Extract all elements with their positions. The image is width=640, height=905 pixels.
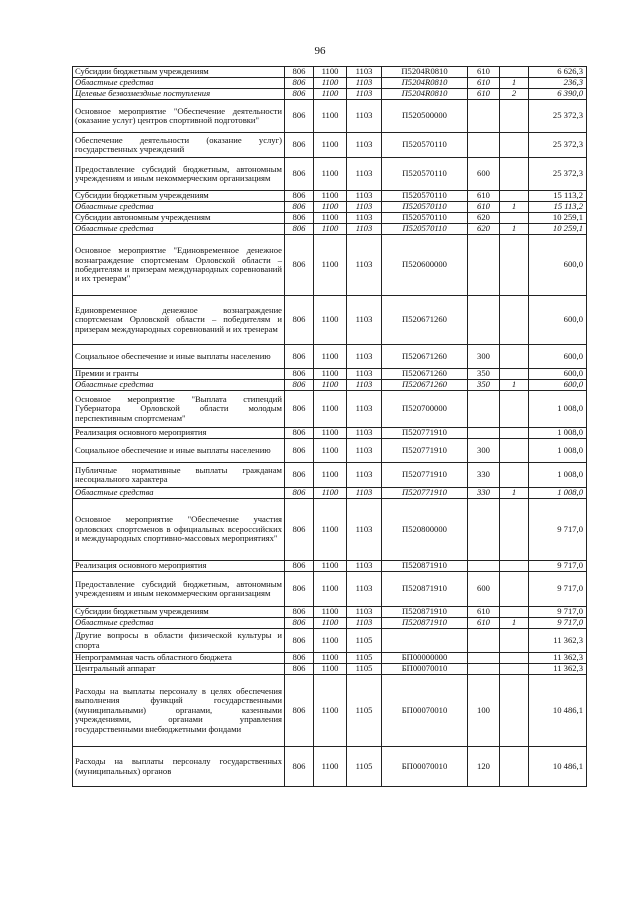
row-expense-type: 330 — [468, 463, 500, 488]
row-sum: 25 372,3 — [529, 158, 587, 191]
row-section-code: 1100 — [314, 296, 347, 345]
budget-table — [72, 66, 587, 787]
row-expense-type — [468, 561, 500, 572]
row-section-code: 1100 — [314, 607, 347, 618]
row-gr-code: 806 — [285, 78, 314, 89]
row-sum: 25 372,3 — [529, 100, 587, 133]
row-sum: 600,0 — [529, 380, 587, 391]
row-section-code: 1100 — [314, 380, 347, 391]
row-gr-code: 806 — [285, 664, 314, 675]
row-subsection-code: 1103 — [347, 345, 382, 369]
row-target-article: П520671260 — [382, 369, 468, 380]
row-name: Областные средства — [73, 618, 285, 629]
table-row — [73, 607, 587, 618]
row-name: Основное мероприятие "Обеспечение деятельности (оказание услуг) центров спортивной подготовки" — [73, 100, 285, 133]
table-row — [73, 675, 587, 747]
row-name: Предоставление субсидий бюджетным, автономным учреждениям и иным некоммерческим организациям — [73, 572, 285, 607]
row-section-code: 1100 — [314, 235, 347, 296]
row-gr-code: 806 — [285, 391, 314, 428]
table-row — [73, 664, 587, 675]
row-source — [500, 345, 529, 369]
page-number: 96 — [314, 45, 326, 57]
row-subsection-code: 1103 — [347, 191, 382, 202]
row-target-article: П520570110 — [382, 133, 468, 158]
row-target-article: БП00070010 — [382, 675, 468, 747]
row-section-code: 1100 — [314, 213, 347, 224]
row-source — [500, 664, 529, 675]
row-expense-type: 120 — [468, 747, 500, 787]
row-expense-type — [468, 428, 500, 439]
row-sum: 1 008,0 — [529, 488, 587, 499]
row-sum: 600,0 — [529, 235, 587, 296]
row-target-article: П520771910 — [382, 428, 468, 439]
row-gr-code: 806 — [285, 439, 314, 463]
row-source: 1 — [500, 380, 529, 391]
row-subsection-code: 1103 — [347, 133, 382, 158]
row-sum: 236,3 — [529, 78, 587, 89]
table-row — [73, 428, 587, 439]
row-target-article: П520570110 — [382, 158, 468, 191]
row-name: Субсидии бюджетным учреждениям — [73, 191, 285, 202]
row-sum: 6 390,0 — [529, 89, 587, 100]
row-name: Реализация основного мероприятия — [73, 561, 285, 572]
row-target-article: П520800000 — [382, 499, 468, 561]
row-expense-type — [468, 235, 500, 296]
row-gr-code: 806 — [285, 561, 314, 572]
row-source — [500, 235, 529, 296]
row-gr-code: 806 — [285, 67, 314, 78]
row-subsection-code: 1103 — [347, 488, 382, 499]
row-source — [500, 158, 529, 191]
table-row — [73, 747, 587, 787]
row-sum: 1 008,0 — [529, 428, 587, 439]
row-expense-type: 330 — [468, 488, 500, 499]
row-subsection-code: 1103 — [347, 380, 382, 391]
row-sum: 600,0 — [529, 345, 587, 369]
row-sum: 1 008,0 — [529, 391, 587, 428]
row-target-article: БП00070010 — [382, 747, 468, 787]
row-section-code: 1100 — [314, 439, 347, 463]
row-expense-type — [468, 296, 500, 345]
row-source: 1 — [500, 78, 529, 89]
row-target-article: БП00070010 — [382, 664, 468, 675]
row-subsection-code: 1103 — [347, 213, 382, 224]
row-subsection-code: 1103 — [347, 463, 382, 488]
row-source — [500, 67, 529, 78]
row-subsection-code: 1103 — [347, 369, 382, 380]
row-gr-code: 806 — [285, 369, 314, 380]
row-source — [500, 100, 529, 133]
row-sum: 9 717,0 — [529, 499, 587, 561]
row-section-code: 1100 — [314, 629, 347, 653]
row-gr-code: 806 — [285, 158, 314, 191]
row-subsection-code: 1103 — [347, 439, 382, 463]
row-section-code: 1100 — [314, 488, 347, 499]
row-subsection-code: 1103 — [347, 235, 382, 296]
row-expense-type — [468, 133, 500, 158]
row-section-code: 1100 — [314, 561, 347, 572]
row-target-article: П520671260 — [382, 296, 468, 345]
row-sum: 10 259,1 — [529, 213, 587, 224]
row-target-article: П520871910 — [382, 561, 468, 572]
row-section-code: 1100 — [314, 100, 347, 133]
row-name: Центральный аппарат — [73, 664, 285, 675]
row-gr-code: 806 — [285, 133, 314, 158]
row-subsection-code: 1103 — [347, 67, 382, 78]
row-expense-type: 610 — [468, 202, 500, 213]
row-target-article: П520671260 — [382, 345, 468, 369]
table-row — [73, 296, 587, 345]
table-row — [73, 572, 587, 607]
row-target-article: П5204R0810 — [382, 89, 468, 100]
row-sum: 1 008,0 — [529, 439, 587, 463]
row-source: 1 — [500, 618, 529, 629]
row-name: Целевые безвозмездные поступления — [73, 89, 285, 100]
row-name: Социальное обеспечение и иные выплаты населению — [73, 345, 285, 369]
row-section-code: 1100 — [314, 391, 347, 428]
row-expense-type — [468, 629, 500, 653]
row-name: Расходы на выплаты персоналу государственных (муниципальных) органов — [73, 747, 285, 787]
row-expense-type: 610 — [468, 618, 500, 629]
row-target-article: П5204R0810 — [382, 67, 468, 78]
row-sum: 600,0 — [529, 369, 587, 380]
row-subsection-code: 1103 — [347, 428, 382, 439]
table-row — [73, 488, 587, 499]
row-name: Основное мероприятие "Выплата стипендий Губернатора Орловской области молодым перспективным спортсменам" — [73, 391, 285, 428]
table-row — [73, 561, 587, 572]
row-name: Единовременное денежное вознаграждение спортсменам Орловской области – победителям и призерам международных соревнований и их тренерам — [73, 296, 285, 345]
row-subsection-code: 1105 — [347, 664, 382, 675]
row-name: Областные средства — [73, 380, 285, 391]
row-target-article: П520771910 — [382, 439, 468, 463]
row-sum: 10 486,1 — [529, 747, 587, 787]
row-target-article: П520570110 — [382, 202, 468, 213]
row-sum: 11 362,3 — [529, 629, 587, 653]
row-gr-code: 806 — [285, 747, 314, 787]
row-expense-type: 610 — [468, 191, 500, 202]
row-name: Основное мероприятие "Единовременное денежное вознаграждение спортсменам Орловской области – победителям и призерам международных соревнований и их тренерам" — [73, 235, 285, 296]
table-row — [73, 89, 587, 100]
row-expense-type: 620 — [468, 224, 500, 235]
row-name: Субсидии бюджетным учреждениям — [73, 607, 285, 618]
table-row — [73, 369, 587, 380]
row-target-article: П520700000 — [382, 391, 468, 428]
table-row — [73, 235, 587, 296]
row-gr-code: 806 — [285, 488, 314, 499]
row-target-article — [382, 629, 468, 653]
row-name: Социальное обеспечение и иные выплаты населению — [73, 439, 285, 463]
row-target-article: П520771910 — [382, 488, 468, 499]
row-expense-type: 610 — [468, 67, 500, 78]
row-sum: 600,0 — [529, 296, 587, 345]
row-gr-code: 806 — [285, 653, 314, 664]
row-source — [500, 191, 529, 202]
row-expense-type: 610 — [468, 89, 500, 100]
table-row — [73, 439, 587, 463]
row-name: Областные средства — [73, 488, 285, 499]
row-gr-code: 806 — [285, 618, 314, 629]
row-subsection-code: 1105 — [347, 747, 382, 787]
row-subsection-code: 1103 — [347, 158, 382, 191]
row-expense-type: 350 — [468, 369, 500, 380]
table-row — [73, 202, 587, 213]
row-expense-type: 100 — [468, 675, 500, 747]
row-gr-code: 806 — [285, 191, 314, 202]
row-source — [500, 133, 529, 158]
row-sum: 15 113,2 — [529, 191, 587, 202]
row-subsection-code: 1103 — [347, 89, 382, 100]
row-sum: 15 113,2 — [529, 202, 587, 213]
row-sum: 9 717,0 — [529, 561, 587, 572]
row-source — [500, 428, 529, 439]
row-section-code: 1100 — [314, 133, 347, 158]
row-source — [500, 629, 529, 653]
row-target-article: П520570110 — [382, 224, 468, 235]
row-gr-code: 806 — [285, 428, 314, 439]
row-target-article: П520871910 — [382, 607, 468, 618]
row-subsection-code: 1105 — [347, 629, 382, 653]
row-source — [500, 561, 529, 572]
table-row — [73, 133, 587, 158]
row-subsection-code: 1103 — [347, 391, 382, 428]
row-name: Другие вопросы в области физической культуры и спорта — [73, 629, 285, 653]
row-gr-code: 806 — [285, 89, 314, 100]
row-section-code: 1100 — [314, 224, 347, 235]
row-section-code: 1100 — [314, 747, 347, 787]
row-gr-code: 806 — [285, 463, 314, 488]
row-sum: 11 362,3 — [529, 664, 587, 675]
row-subsection-code: 1103 — [347, 78, 382, 89]
row-source — [500, 572, 529, 607]
row-expense-type: 350 — [468, 380, 500, 391]
row-subsection-code: 1103 — [347, 561, 382, 572]
row-section-code: 1100 — [314, 158, 347, 191]
row-name: Непрограммная часть областного бюджета — [73, 653, 285, 664]
row-gr-code: 806 — [285, 607, 314, 618]
row-section-code: 1100 — [314, 89, 347, 100]
row-target-article: БП00000000 — [382, 653, 468, 664]
row-sum: 25 372,3 — [529, 133, 587, 158]
row-subsection-code: 1103 — [347, 100, 382, 133]
row-subsection-code: 1103 — [347, 202, 382, 213]
row-section-code: 1100 — [314, 499, 347, 561]
row-source — [500, 213, 529, 224]
budget-table-body — [73, 67, 587, 787]
row-subsection-code: 1103 — [347, 296, 382, 345]
row-sum: 11 362,3 — [529, 653, 587, 664]
row-target-article: П520570110 — [382, 213, 468, 224]
row-source — [500, 499, 529, 561]
row-source — [500, 675, 529, 747]
row-sum: 10 486,1 — [529, 675, 587, 747]
row-section-code: 1100 — [314, 618, 347, 629]
row-gr-code: 806 — [285, 213, 314, 224]
row-expense-type: 620 — [468, 213, 500, 224]
table-row — [73, 653, 587, 664]
row-subsection-code: 1105 — [347, 653, 382, 664]
row-expense-type: 610 — [468, 78, 500, 89]
row-subsection-code: 1103 — [347, 607, 382, 618]
row-sum: 1 008,0 — [529, 463, 587, 488]
row-name: Премии и гранты — [73, 369, 285, 380]
row-source — [500, 391, 529, 428]
table-row — [73, 191, 587, 202]
row-section-code: 1100 — [314, 572, 347, 607]
row-expense-type — [468, 100, 500, 133]
row-section-code: 1100 — [314, 428, 347, 439]
row-name: Областные средства — [73, 78, 285, 89]
row-name: Областные средства — [73, 202, 285, 213]
row-expense-type — [468, 664, 500, 675]
row-section-code: 1100 — [314, 78, 347, 89]
row-gr-code: 806 — [285, 499, 314, 561]
row-name: Предоставление субсидий бюджетным, автономным учреждениям и иным некоммерческим организациям — [73, 158, 285, 191]
row-subsection-code: 1103 — [347, 618, 382, 629]
row-expense-type — [468, 499, 500, 561]
row-gr-code: 806 — [285, 572, 314, 607]
row-source: 1 — [500, 224, 529, 235]
row-gr-code: 806 — [285, 235, 314, 296]
row-subsection-code: 1103 — [347, 572, 382, 607]
row-source — [500, 607, 529, 618]
row-expense-type — [468, 653, 500, 664]
row-section-code: 1100 — [314, 202, 347, 213]
row-target-article: П520570110 — [382, 191, 468, 202]
row-subsection-code: 1105 — [347, 675, 382, 747]
table-row — [73, 391, 587, 428]
row-source — [500, 653, 529, 664]
table-row — [73, 67, 587, 78]
row-section-code: 1100 — [314, 191, 347, 202]
row-target-article: П520771910 — [382, 463, 468, 488]
row-expense-type: 600 — [468, 572, 500, 607]
row-name: Обеспечение деятельности (оказание услуг) государственных учреждений — [73, 133, 285, 158]
table-row — [73, 100, 587, 133]
table-row — [73, 78, 587, 89]
row-gr-code: 806 — [285, 629, 314, 653]
table-row — [73, 380, 587, 391]
table-row — [73, 213, 587, 224]
table-row — [73, 629, 587, 653]
row-section-code: 1100 — [314, 664, 347, 675]
row-section-code: 1100 — [314, 653, 347, 664]
table-row — [73, 224, 587, 235]
row-section-code: 1100 — [314, 67, 347, 78]
row-gr-code: 806 — [285, 224, 314, 235]
table-row — [73, 499, 587, 561]
row-subsection-code: 1103 — [347, 499, 382, 561]
row-target-article: П520600000 — [382, 235, 468, 296]
row-section-code: 1100 — [314, 463, 347, 488]
row-source: 2 — [500, 89, 529, 100]
row-expense-type: 600 — [468, 158, 500, 191]
row-section-code: 1100 — [314, 369, 347, 380]
row-gr-code: 806 — [285, 380, 314, 391]
table-row — [73, 618, 587, 629]
row-name: Областные средства — [73, 224, 285, 235]
row-subsection-code: 1103 — [347, 224, 382, 235]
row-expense-type: 300 — [468, 439, 500, 463]
row-name: Субсидии бюджетным учреждениям — [73, 67, 285, 78]
row-name: Реализация основного мероприятия — [73, 428, 285, 439]
row-sum: 9 717,0 — [529, 607, 587, 618]
row-target-article: П5204R0810 — [382, 78, 468, 89]
row-source — [500, 747, 529, 787]
row-name: Расходы на выплаты персоналу в целях обеспечения выполнения функций государственными (муниципальными) органами, казенными учреждениями, органами управления государственными внебюджетными фондами — [73, 675, 285, 747]
row-expense-type — [468, 391, 500, 428]
row-sum: 9 717,0 — [529, 572, 587, 607]
row-section-code: 1100 — [314, 345, 347, 369]
row-name: Основное мероприятие "Обеспечение участия орловских спортсменов в официальных всероссийских и международных спортивно-массовых мероприятиях" — [73, 499, 285, 561]
row-expense-type: 610 — [468, 607, 500, 618]
row-source — [500, 369, 529, 380]
table-row — [73, 345, 587, 369]
row-name: Публичные нормативные выплаты гражданам несоциального характера — [73, 463, 285, 488]
row-section-code: 1100 — [314, 675, 347, 747]
row-source: 1 — [500, 488, 529, 499]
row-gr-code: 806 — [285, 202, 314, 213]
table-row — [73, 463, 587, 488]
row-expense-type: 300 — [468, 345, 500, 369]
row-target-article: П520500000 — [382, 100, 468, 133]
row-name: Субсидии автономным учреждениям — [73, 213, 285, 224]
row-source — [500, 463, 529, 488]
row-source: 1 — [500, 202, 529, 213]
row-source — [500, 439, 529, 463]
row-gr-code: 806 — [285, 345, 314, 369]
row-source — [500, 296, 529, 345]
row-gr-code: 806 — [285, 100, 314, 133]
row-gr-code: 806 — [285, 296, 314, 345]
row-target-article: П520671260 — [382, 380, 468, 391]
row-gr-code: 806 — [285, 675, 314, 747]
table-row — [73, 158, 587, 191]
row-target-article: П520871910 — [382, 572, 468, 607]
row-sum: 6 626,3 — [529, 67, 587, 78]
row-sum: 9 717,0 — [529, 618, 587, 629]
row-target-article: П520871910 — [382, 618, 468, 629]
row-sum: 10 259,1 — [529, 224, 587, 235]
